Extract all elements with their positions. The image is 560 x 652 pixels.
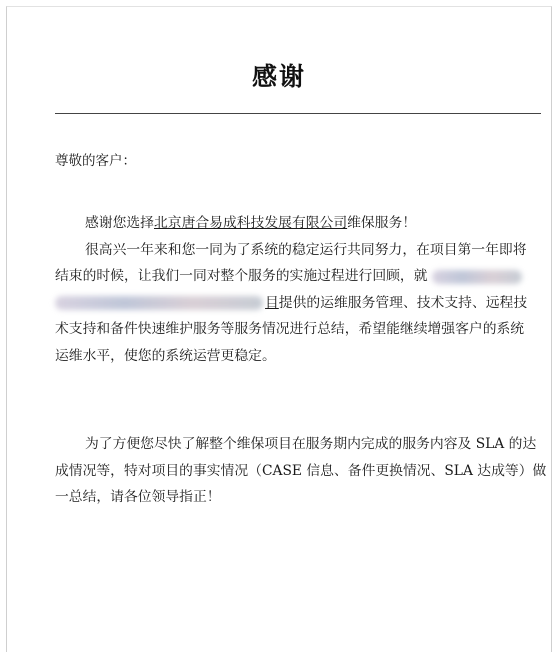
paragraph-line: 一总结，请各位领导指正！ — [55, 489, 221, 505]
paragraph-line: 术支持和备件快速维护服务等服务情况进行总结，希望能继续增强客户的系统 — [55, 321, 525, 337]
paragraph-line — [55, 210, 541, 237]
text-fragment: 维保服务！ — [347, 215, 417, 231]
redacted-blur — [55, 296, 263, 310]
paragraph-thanks — [55, 210, 541, 369]
paragraph-line: 运维水平，使您的系统运营更稳定。 — [55, 347, 276, 364]
paragraph-line — [55, 290, 541, 317]
text-fragment: 目 — [265, 294, 279, 311]
paragraph-line: 为了方便您尽快了解整个维保项目在服务期内完成的服务内容及 SLA 的达 — [85, 436, 537, 452]
paragraph-summary — [55, 431, 547, 511]
text-fragment: 感谢您选择 — [85, 215, 154, 231]
redacted-blur — [432, 270, 522, 284]
letter-title: 感谢 — [251, 62, 306, 91]
paragraph-line: 很高兴一年来和您一同为了系统的稳定运行共同努力，在项目第一年即将 — [85, 241, 527, 258]
company-name: 北京唐合易成科技发展有限公司 — [153, 215, 348, 231]
greeting: 尊敬的客户： — [55, 153, 136, 169]
text-fragment: 提供的运维服务管理、技术支持、远程技 — [278, 294, 528, 311]
title-divider — [55, 113, 541, 114]
paragraph-line: 成情况等，特对项目的事实情况（CASE 信息、备件更换情况、SLA 达成等）做 — [55, 462, 547, 479]
paragraph-line — [55, 263, 541, 290]
text-fragment: 结束的时候，让我们一同对整个服务的实施过程进行回顾，就 — [55, 268, 428, 284]
letter-page — [6, 6, 552, 652]
